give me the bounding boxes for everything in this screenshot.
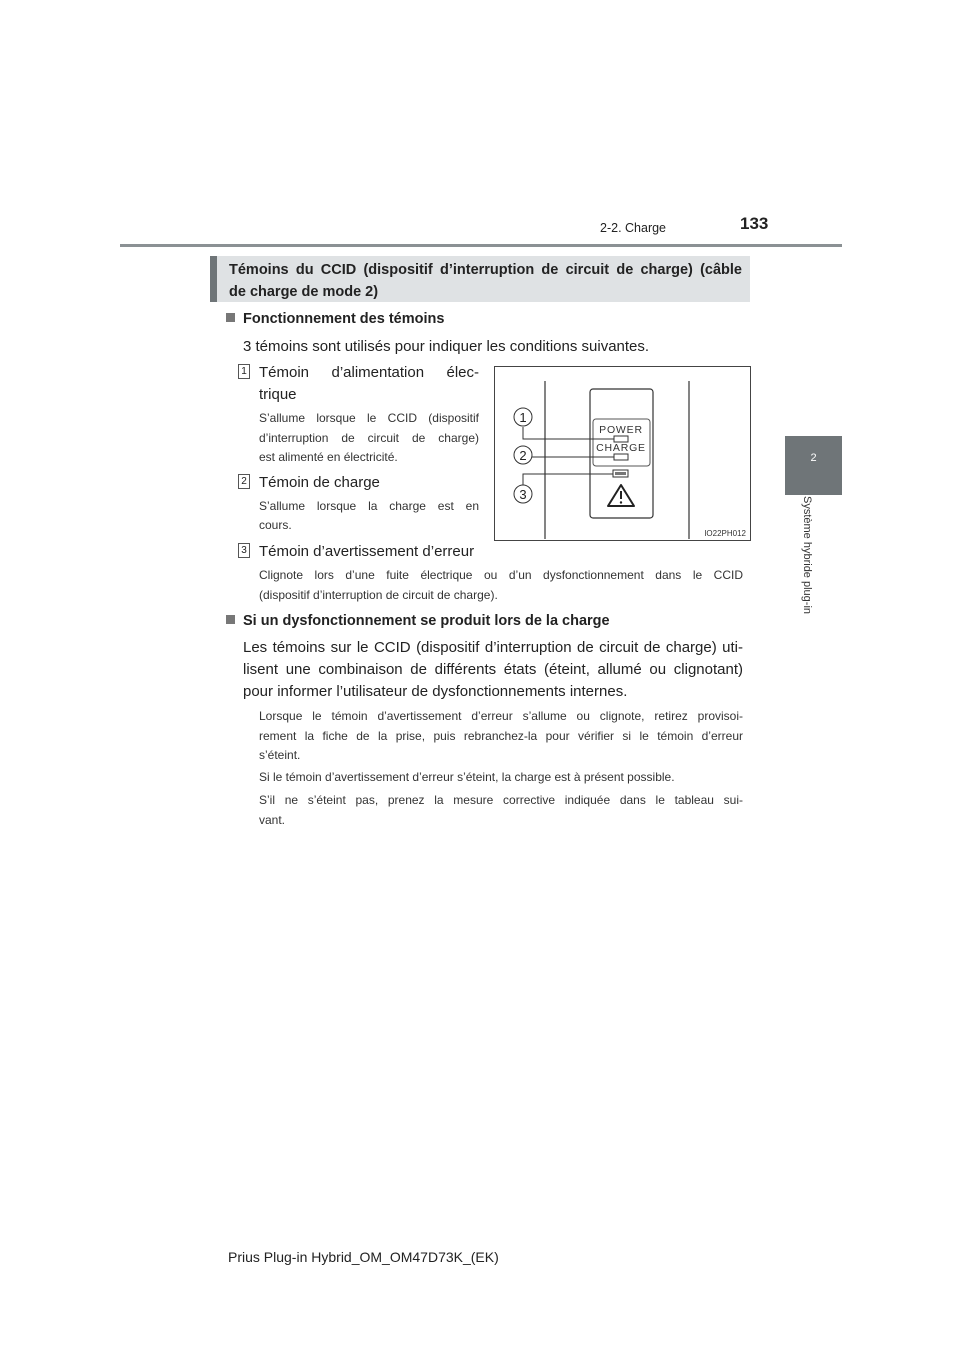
item-title: Témoin d’alimentation élec- — [259, 364, 479, 381]
figure-code: IO22PH012 — [704, 529, 746, 538]
item-desc-line: Clignote lors d’une fuite électrique ou d’un dysfonctionnement dans le CCID — [259, 568, 743, 582]
subsection-title-text: Fonctionnement des témoins — [243, 311, 445, 327]
note-line: S’il ne s’éteint pas, prenez la mesure corrective indiquée dans le tableau sui- — [259, 793, 743, 807]
header-section-title: 2-2. Charge — [600, 221, 667, 235]
page-number: 133 — [740, 214, 769, 233]
note-line: rement la fiche de la prise, puis rebranchez-la pour vérifier si le témoin d’erreur — [259, 729, 743, 743]
item-number-badge: 2 — [238, 474, 250, 489]
item-title-cont: trique — [259, 386, 297, 403]
note-line: Lorsque le témoin d’avertissement d’erreur s’allume ou clignote, retirez provisoi- — [259, 709, 743, 723]
section-heading-line1: Témoins du CCID (dispositif d’interruption de circuit de charge) (câble — [229, 262, 742, 278]
item-number-badge: 1 — [238, 364, 250, 379]
intro-text: 3 témoins sont utilisés pour indiquer les conditions suivantes. — [243, 338, 650, 355]
callout-1: 1 — [519, 410, 527, 425]
section-heading-line2: de charge de mode 2) — [229, 284, 379, 300]
charge-label: CHARGE — [596, 442, 646, 454]
subsection-title-text: Si un dysfonctionnement se produit lors de la charge — [243, 613, 610, 629]
subsection-title-malfunction — [226, 613, 610, 629]
item-desc-line: S’allume lorsque le CCID (dispositif — [259, 411, 479, 425]
square-bullet-icon — [226, 615, 235, 624]
note-line: s’éteint. — [259, 748, 301, 762]
item-number-badge: 3 — [238, 543, 250, 558]
footer-document-id: Prius Plug-in Hybrid_OM_OM47D73K_(EK) — [228, 1249, 499, 1265]
callout-2: 2 — [519, 448, 527, 463]
power-label: POWER — [599, 424, 643, 436]
callout-3: 3 — [519, 487, 527, 502]
item-desc-line: est alimenté en électricité. — [259, 450, 398, 464]
subsection-title-operation — [226, 311, 444, 327]
header-rule — [120, 244, 842, 247]
ccid-illustration — [495, 367, 750, 540]
section-heading — [210, 256, 750, 302]
body-line: pour informer l’utilisateur de dysfonctionnements internes. — [243, 683, 628, 700]
item-title: Témoin d’avertissement d’erreur — [259, 543, 475, 560]
item-desc-line: S’allume lorsque la charge est en — [259, 499, 479, 513]
item-desc-line: (dispositif d’interruption de circuit de charge). — [259, 588, 498, 602]
body-line: Les témoins sur le CCID (dispositif d’interruption de circuit de charge) uti- — [243, 639, 743, 656]
ccid-indicator-figure — [494, 366, 751, 541]
chapter-tab-label: Système hybride plug-in — [801, 496, 813, 615]
item-desc-line: cours. — [259, 518, 292, 532]
note-line: Si le témoin d’avertissement d’erreur s’éteint, la charge est à présent possible. — [259, 770, 675, 784]
item-title: Témoin de charge — [259, 474, 380, 491]
item-desc-line: d’interruption de circuit de charge) — [259, 431, 479, 445]
body-line: lisent une combinaison de différents états (éteint, allumé ou clignotant) — [243, 661, 743, 678]
chapter-tab-number: 2 — [810, 452, 817, 464]
note-line: vant. — [259, 813, 286, 827]
square-bullet-icon — [226, 313, 235, 322]
chapter-tab — [785, 436, 842, 495]
